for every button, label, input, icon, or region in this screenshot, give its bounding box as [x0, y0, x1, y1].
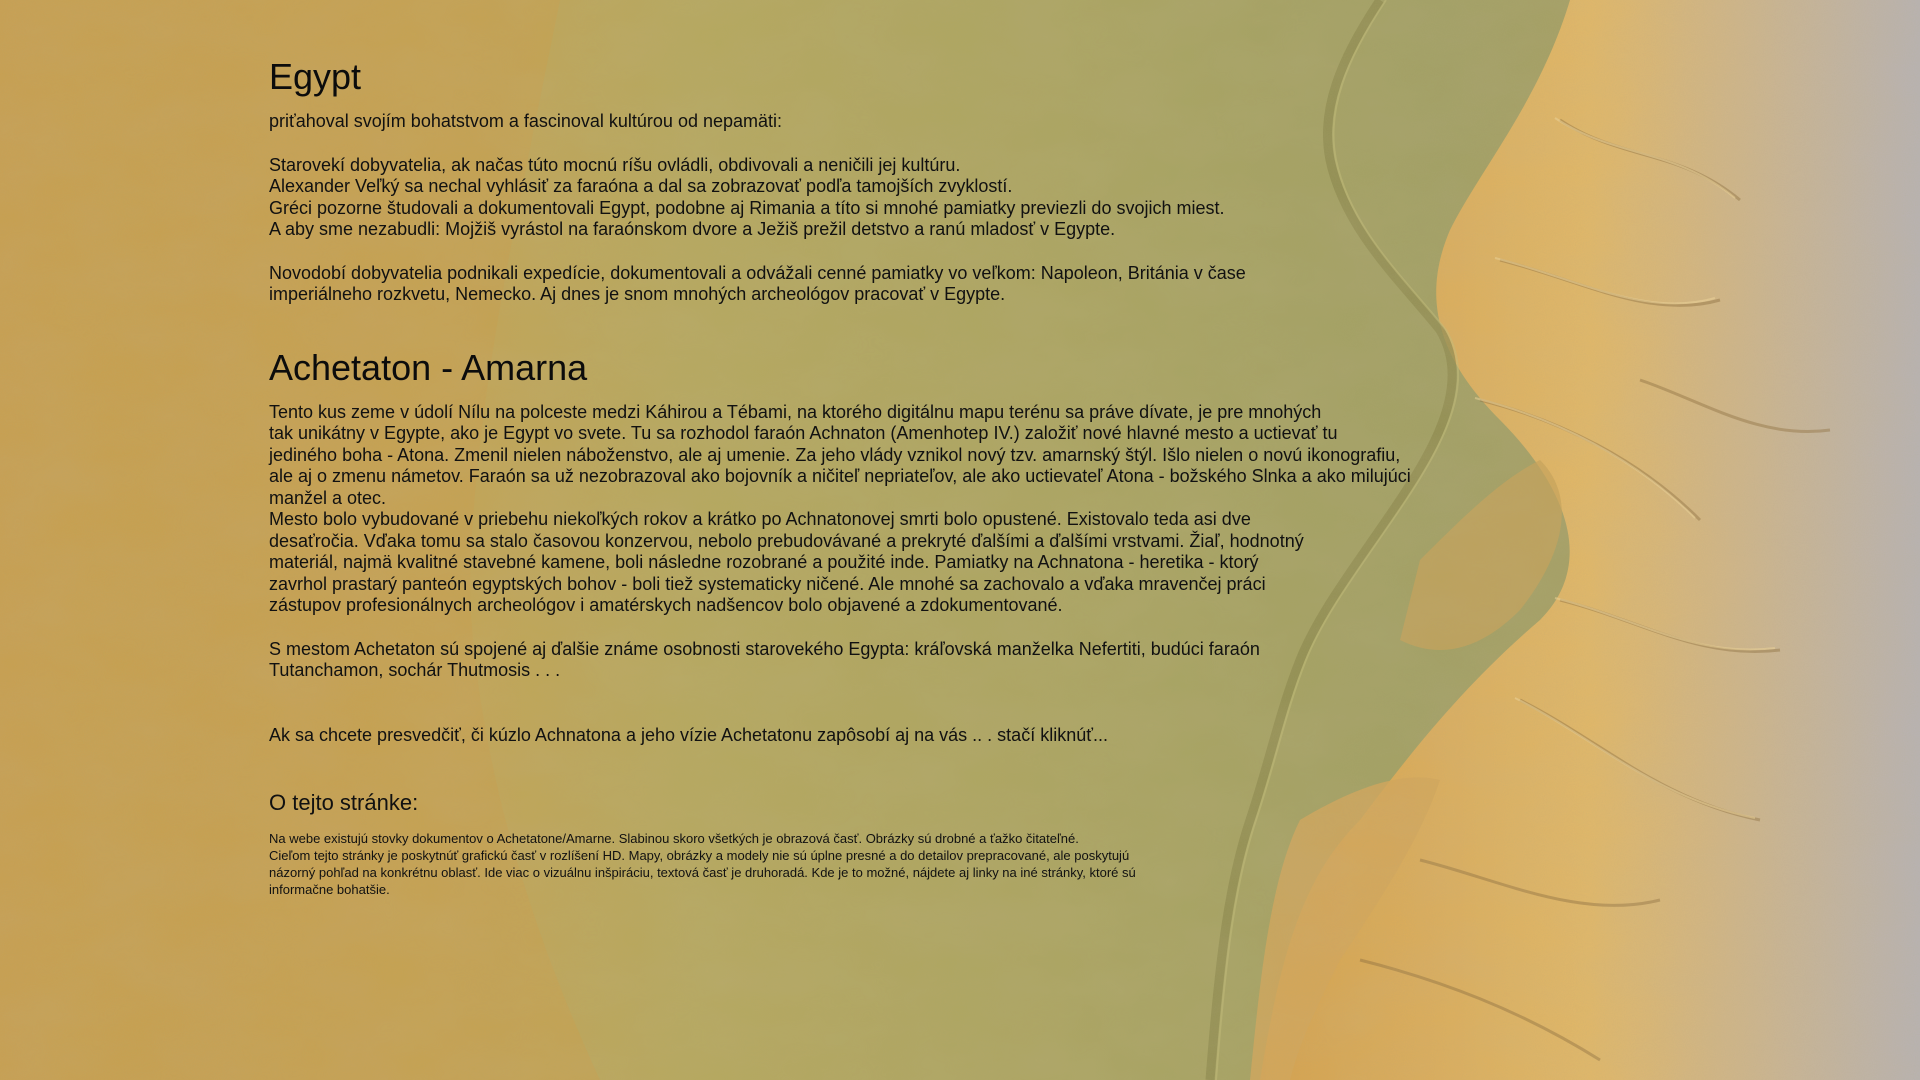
text-line: Tutanchamon, sochár Thutmosis . . .	[269, 660, 561, 680]
text-line: imperiálneho rozkvetu, Nemecko. Aj dnes je snom mnohých archeológov pracovať v Egypte.	[269, 284, 1006, 304]
egypt-heading: Egypt	[269, 56, 362, 97]
text-line: Cieľom tejto stránky je poskytnúť grafickú časť v rozlíšení HD. Mapy, obrázky a modely nie sú úplne presné a do detailov prepracované, ale poskytujú	[269, 848, 1130, 863]
amarna-paragraph-1	[269, 402, 1439, 617]
text-line: Mesto bolo vybudované v priebehu niekoľkých rokov a krátko po Achnatonovej smrti bolo opustené. Existovalo teda asi dve	[269, 509, 1251, 529]
text-line: zástupov profesionálnych archeológov i amatérskych nadšencov bolo objavené a zdokumentované.	[269, 595, 1063, 615]
egypt-paragraph-2	[269, 263, 1439, 306]
text-line: A aby sme nezabudli: Mojžiš vyrástol na faraónskom dvore a Ježiš prežil detstvo a ranú mladosť v Egypte.	[269, 219, 1116, 239]
main-content	[269, 55, 1439, 898]
about-section	[269, 830, 1439, 898]
text-line: Tento kus zeme v údolí Nílu na polceste medzi Káhirou a Tébami, na ktorého digitálnu mapu terénu sa práve dívate, je pre mnohých	[269, 401, 1322, 422]
text-line: Na webe existujú stovky dokumentov o Achetatone/Amarne. Slabinou skoro všetkých je obrazová časť. Obrázky sú drobné a ťažko čitateľné.	[269, 831, 1079, 846]
text-line: jediného boha - Atona. Zmenil nielen náboženstvo, ale aj umenie. Za jeho vlády vznikol nový tzv. amarnský štýl. Išlo nielen o novú ikonografiu,	[269, 444, 1401, 465]
text-line: desaťročia. Vďaka tomu sa stalo časovou konzervou, nebolo prebudovávané a prekryté ďalšími a ďalšími vrstvami. Žiaľ, hodnotný	[269, 530, 1304, 551]
text-line[interactable]: Ak sa chcete presvedčiť, či kúzlo Achnatona a jeho vízie Achetatonu zapôsobí aj na vás .. . stačí kliknúť...	[269, 724, 1108, 745]
text-line: S mestom Achetaton sú spojené aj ďalšie známe osobnosti starovekého Egypta: kráľovská manželka Nefertiti, budúci faraón	[269, 638, 1260, 659]
text-line: Novodobí dobyvatelia podnikali expedície, dokumentovali a odvážali cenné pamiatky vo veľkom: Napoleon, Británia v čase	[269, 262, 1246, 283]
text-line: Starovekí dobyvatelia, ak načas túto mocnú ríšu ovládli, obdivovali a neničili jej kultúru.	[269, 154, 961, 175]
amarna-paragraph-2	[269, 639, 1439, 682]
text-line: materiál, najmä kvalitné stavebné kamene, boli následne rozobrané a použité inde. Pamiatky na Achnatona - heretika - ktorý	[269, 552, 1259, 572]
about-paragraph	[269, 830, 1439, 898]
about-heading: O tejto stránke:	[269, 790, 419, 815]
text-line: Alexander Veľký sa nechal vyhlásiť za faraóna a dal sa zobrazovať podľa tamojších zvyklostí.	[269, 176, 1013, 196]
text-line: Gréci pozorne študovali a dokumentovali Egypt, podobne aj Rimania a títo si mnohé pamiatky previezli do svojich miest.	[269, 197, 1225, 218]
text-line: informačne bohatšie.	[269, 882, 390, 897]
egypt-intro	[269, 111, 1439, 133]
text-line: priťahoval svojím bohatstvom a fascinoval kultúrou od nepamäti:	[269, 111, 783, 131]
text-line: manžel a otec.	[269, 487, 387, 508]
text-line: názorný pohľad na konkrétnu oblasť. Ide viac o vizuálnu inšpiráciu, textová časť je druhoradá. Kde je to možné, nájdete aj linky na iné stránky, ktoré sú	[269, 865, 1136, 880]
egypt-paragraph-1	[269, 155, 1439, 241]
amarna-heading: Achetaton - Amarna	[269, 346, 588, 388]
text-line: tak unikátny v Egypte, ako je Egypt vo svete. Tu sa rozhodol faraón Achnaton (Amenhotep IV.) založiť nové hlavné mesto a uctievať tu	[269, 423, 1338, 443]
text-line: ale aj o zmenu námetov. Faraón sa už nezobrazoval ako bojovník a ničiteľ nepriateľov, ale ako uctievateľ Atona - božského Slnka a ako milujúci	[269, 466, 1411, 486]
text-line: zavrhol prastarý panteón egyptských bohov - boli tiež systematicky ničené. Ale mnohé sa zachovalo a vďaka mravenčej práci	[269, 573, 1266, 594]
amarna-call-to-action[interactable]	[269, 725, 1439, 747]
